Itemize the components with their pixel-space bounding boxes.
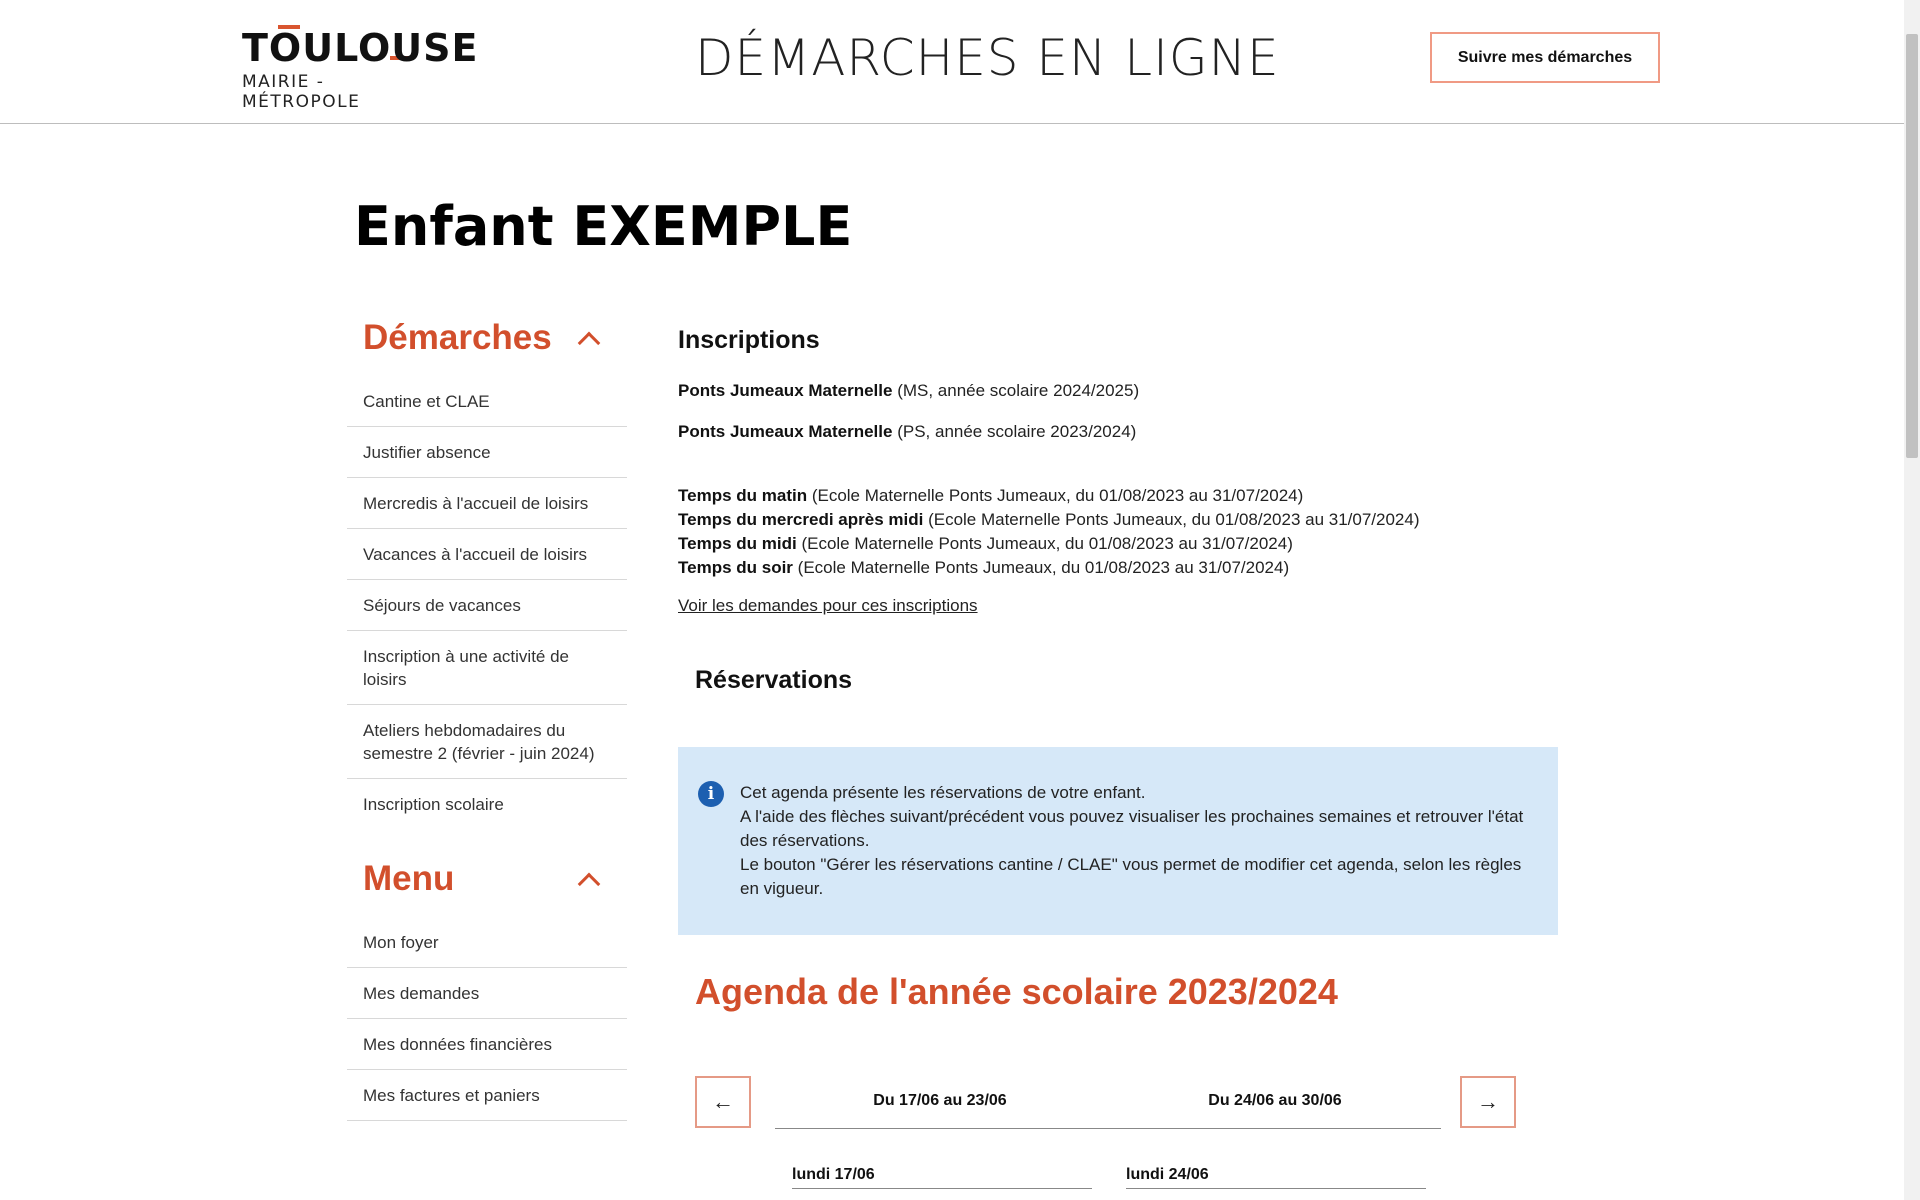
time-name: Temps du matin [678, 486, 808, 505]
sidebar-item-mes-demandes[interactable]: Mes demandes [347, 968, 627, 1019]
sidebar-item-mon-foyer[interactable]: Mon foyer [347, 917, 627, 968]
menu-list [347, 917, 627, 1121]
week-range-label: Du 24/06 au 30/06 [1208, 1092, 1342, 1109]
scrollbar-thumb[interactable] [1906, 34, 1918, 458]
time-name: Temps du mercredi après midi [678, 510, 924, 529]
page-title: Enfant EXEMPLE [354, 195, 853, 258]
chevron-up-icon [578, 332, 601, 355]
demarches-list [347, 376, 627, 829]
time-inscription [678, 508, 1558, 532]
reservations-heading: Réservations [695, 666, 853, 694]
demarches-section-title: Démarches [363, 318, 552, 357]
time-inscription [678, 556, 1558, 580]
time-detail: (Ecole Maternelle Ponts Jumeaux, du 01/08/2023 au 31/07/2024) [797, 558, 1290, 577]
sidebar-item-vacances[interactable]: Vacances à l'accueil de loisirs [347, 529, 627, 580]
logo-wordmark: TOULOUSE [242, 26, 479, 70]
school-name: Ponts Jumeaux Maternelle [678, 381, 893, 400]
agenda-title: Agenda de l'année scolaire 2023/2024 [695, 971, 1338, 1012]
sidebar-item-sejours[interactable]: Séjours de vacances [347, 580, 627, 631]
sidebar-item-inscription-scolaire[interactable]: Inscription scolaire [363, 795, 504, 814]
day-label: lundi 17/06 [792, 1166, 875, 1183]
sidebar-item-donnees-financieres[interactable]: Mes données financières [347, 1019, 627, 1070]
info-text-line: Le bouton "Gérer les réservations cantine / CLAE" vous permet de modifier cet agenda, selon les règles en vigueur. [740, 855, 1522, 898]
logo-subtitle: MAIRIE - MÉTROPOLE [242, 72, 361, 112]
time-inscription [678, 484, 1558, 508]
time-detail: (Ecole Maternelle Ponts Jumeaux, du 01/08/2023 au 31/07/2024) [928, 510, 1420, 529]
info-icon: i [698, 781, 724, 807]
school-inscription [678, 420, 1558, 444]
sidebar-item-factures-paniers[interactable]: Mes factures et paniers [347, 1070, 627, 1121]
view-inscription-requests-link[interactable]: Voir les demandes pour ces inscriptions [678, 596, 978, 615]
time-detail: (Ecole Maternelle Ponts Jumeaux, du 01/08/2023 au 31/07/2024) [811, 486, 1304, 505]
time-name: Temps du midi [678, 534, 797, 553]
sidebar-item-activite-loisirs[interactable]: Inscription à une activité de loisirs [347, 631, 627, 705]
school-inscription [678, 379, 1558, 403]
next-week-button[interactable]: → [1460, 1076, 1516, 1128]
time-name: Temps du soir [678, 558, 793, 577]
main-content [678, 326, 1558, 1013]
track-requests-button[interactable]: Suivre mes démarches [1430, 32, 1660, 83]
sidebar-item-justifier-absence[interactable]: Justifier absence [347, 427, 627, 478]
info-text-line: A l'aide des flèches suivant/précédent vous pouvez visualiser les prochaines semaines et retrouver l'état des réservations. [740, 807, 1524, 850]
chevron-up-icon [578, 873, 601, 896]
inscriptions-heading: Inscriptions [678, 326, 820, 354]
school-name: Ponts Jumeaux Maternelle [678, 422, 893, 441]
time-detail: (Ecole Maternelle Ponts Jumeaux, du 01/08/2023 au 31/07/2024) [801, 534, 1293, 553]
previous-week-button[interactable]: ← [695, 1076, 751, 1128]
week-range-label: Du 17/06 au 23/06 [873, 1092, 1007, 1109]
sidebar-item-cantine-clae[interactable]: Cantine et CLAE [347, 376, 627, 427]
site-title: DÉMARCHES EN LIGNE [695, 29, 1280, 87]
info-text-line: Cet agenda présente les réservations de votre enfant. [740, 783, 1146, 802]
menu-section-toggle[interactable] [347, 851, 627, 907]
day-divider [1126, 1188, 1426, 1189]
info-box [678, 747, 1558, 935]
sidebar [347, 310, 627, 1143]
day-label: lundi 24/06 [1126, 1166, 1209, 1183]
page-scrollbar[interactable] [1904, 0, 1920, 1200]
sidebar-item-mercredis[interactable]: Mercredis à l'accueil de loisirs [347, 478, 627, 529]
time-inscription [678, 532, 1558, 556]
sidebar-item-ateliers[interactable]: Ateliers hebdomadaires du semestre 2 (février - juin 2024) [347, 705, 627, 779]
demarches-section-toggle[interactable] [347, 310, 627, 366]
menu-section-title: Menu [363, 859, 455, 898]
day-divider [792, 1188, 1092, 1189]
toulouse-logo[interactable] [242, 26, 479, 112]
week-header-divider [775, 1128, 1441, 1129]
school-detail: (PS, année scolaire 2023/2024) [897, 422, 1137, 441]
school-detail: (MS, année scolaire 2024/2025) [897, 381, 1140, 400]
site-header [0, 0, 1904, 124]
